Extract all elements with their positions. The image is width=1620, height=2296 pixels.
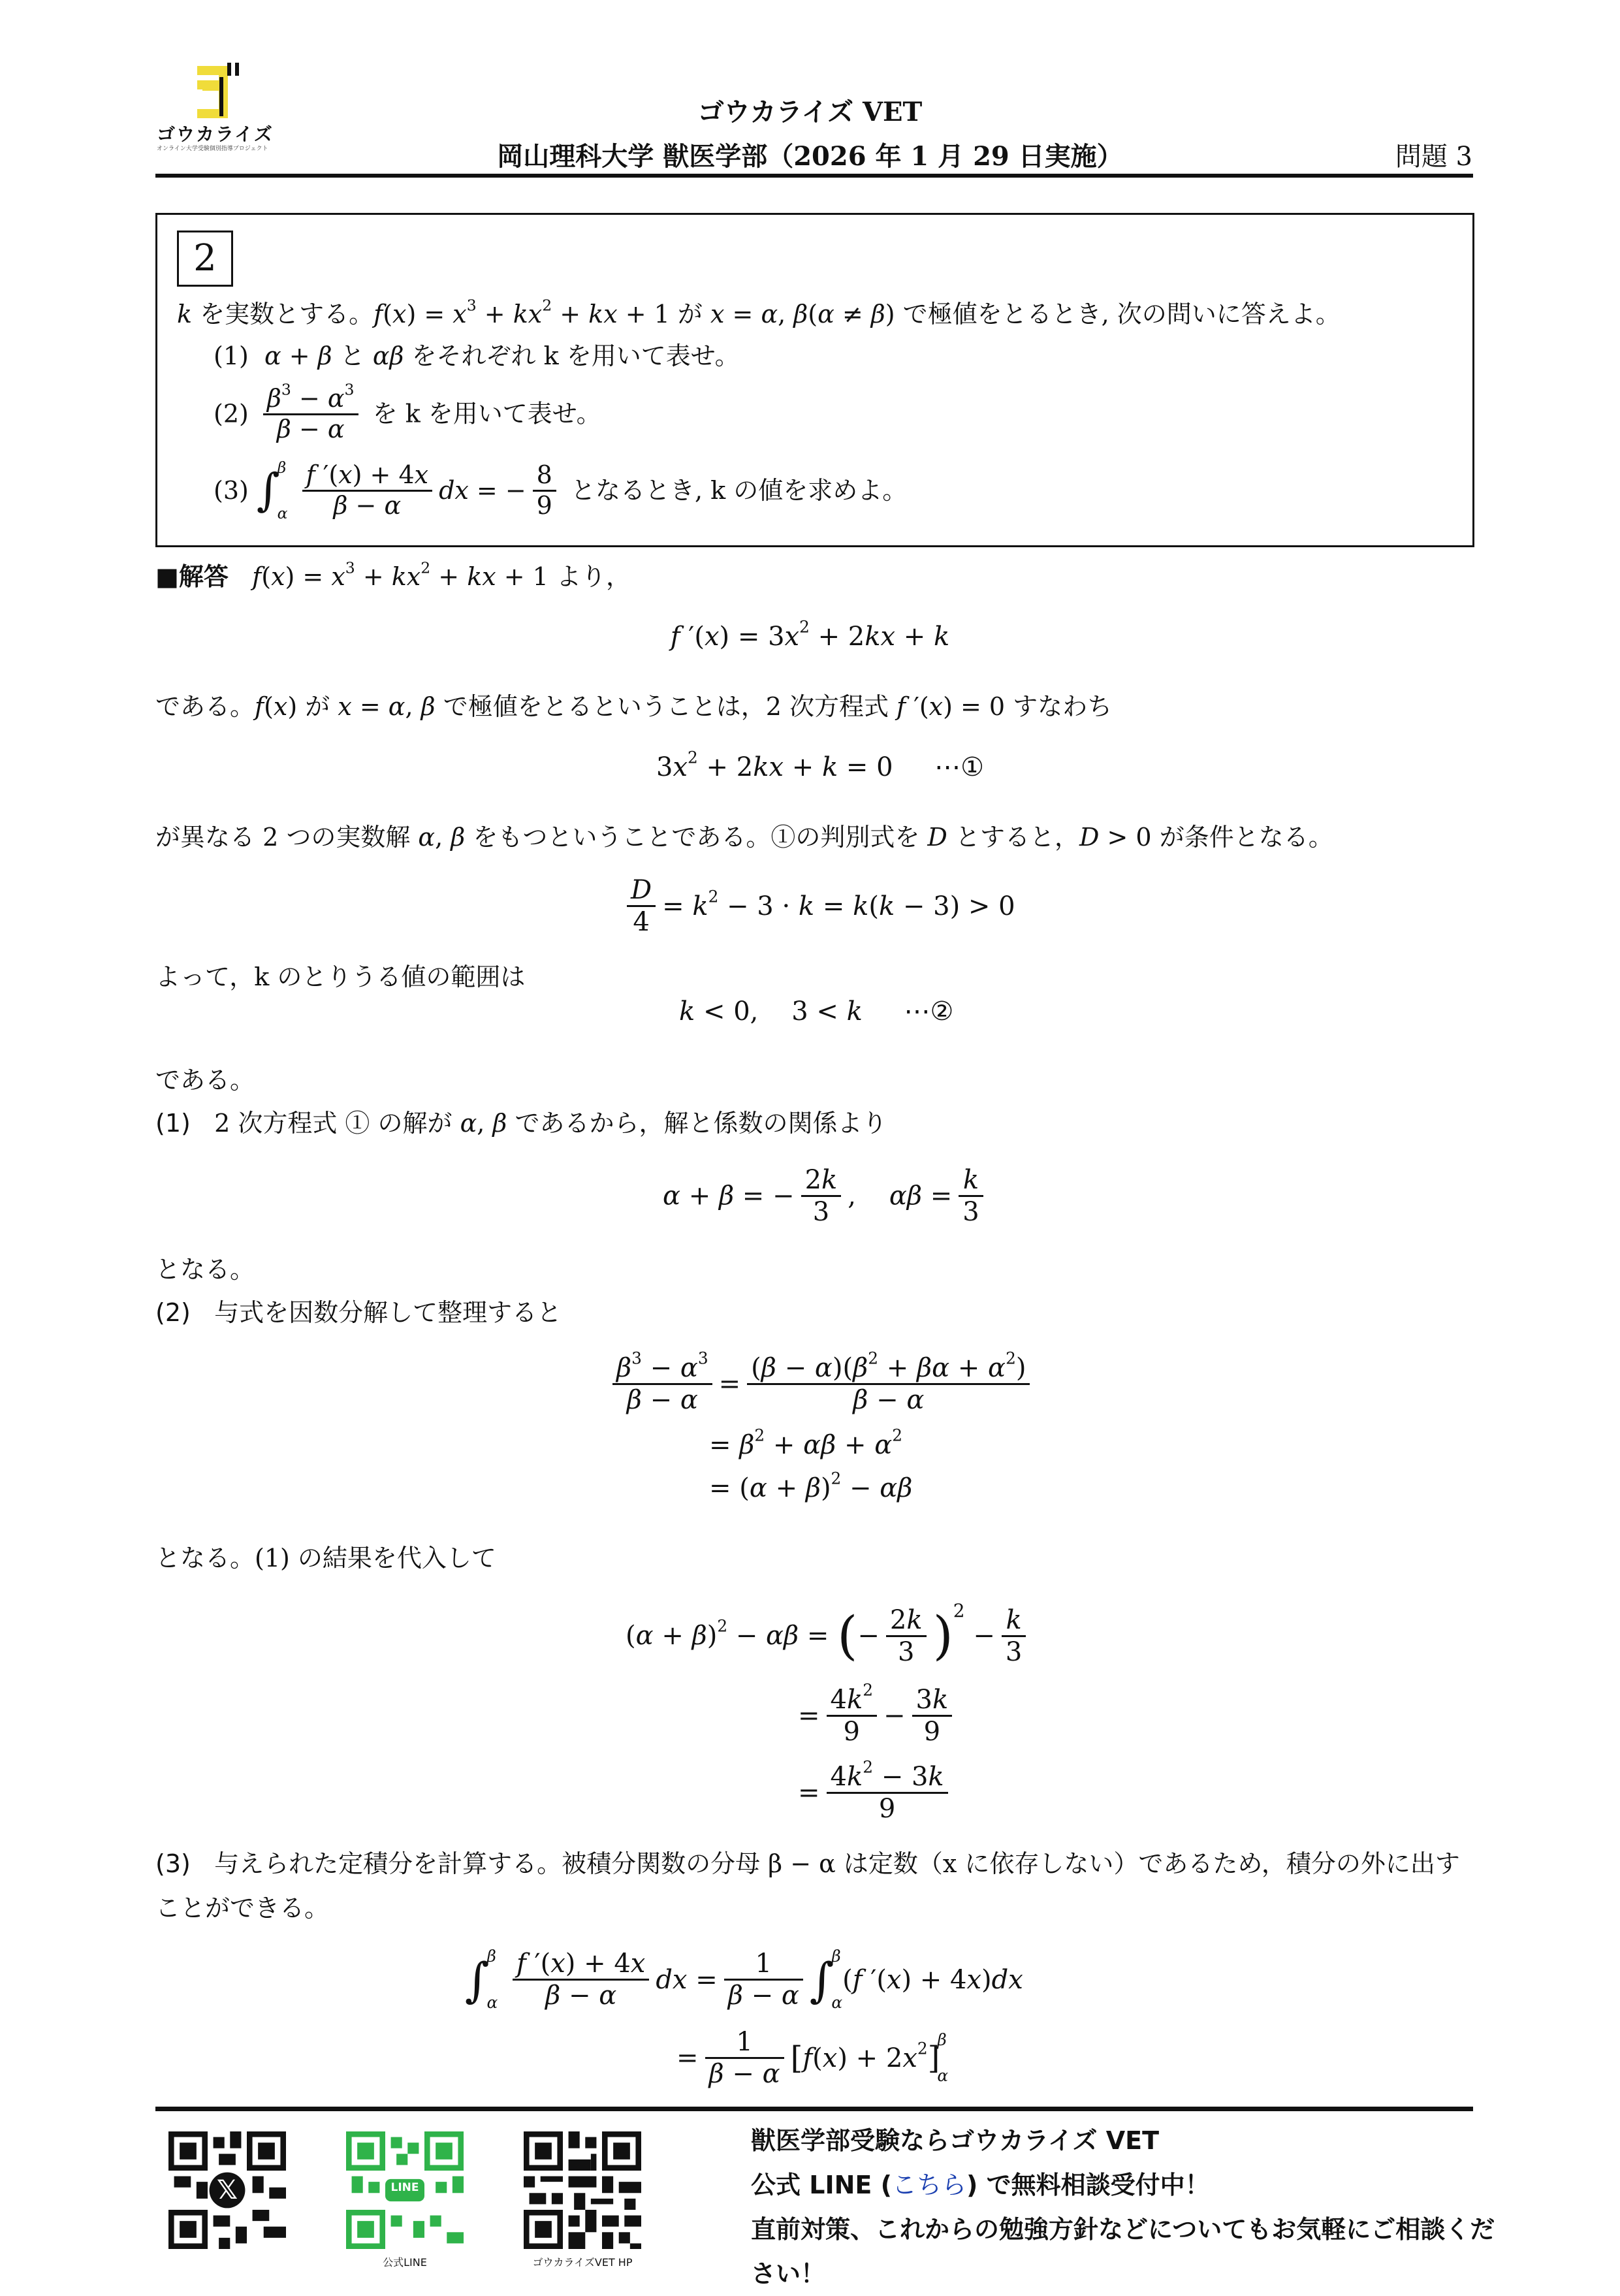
answer-intro: ■解答 $f(x) = x^3 + kx^2$ + kx + 1 より， <box>155 558 631 591</box>
marker-2: ⋯② <box>904 997 954 1027</box>
eq-range: k < 0, 3 < k ⋯② <box>679 997 954 1027</box>
q1-number: (1) <box>214 342 249 370</box>
eq-discriminant: $\frac{D}{4}$ = $k^2 - 3 \cdot k = k(k - 3) > 0$ <box>620 875 1015 937</box>
qr-hp-caption: ゴウカライズVET HP <box>532 2256 633 2269</box>
problem-box <box>155 213 1474 547</box>
ad-line-1: 獣医学部受験ならゴウカライズ VET <box>751 2126 1159 2155</box>
lead-text-3: で極値をとるとき, 次の問いに答えよ。 <box>895 300 1341 328</box>
eq-factor-2: = $\beta^2 + \alpha\beta + \alpha^2$ <box>709 1426 902 1460</box>
intro-tail: より， <box>548 562 631 591</box>
q3-text: となるとき, k の値を求めよ。 <box>570 475 908 505</box>
header-title: ゴウカライズ VET <box>697 97 923 127</box>
paragraph-2: が異なる 2 つの実数解 α, β をもつということである。①の判別式を D とすると，D > 0 が条件となる。 <box>155 823 1333 852</box>
qr-code-hp[interactable] <box>524 2131 641 2249</box>
eq-factor-1: $\frac{\beta^3 - \alpha^3}{\beta - \alpha}$ = $\frac{(\beta - \alpha)(\beta^2 + \beta\alpha + \alpha^2)}{\beta - \alpha}$ <box>606 1353 1036 1415</box>
lead-text-2: が <box>669 300 710 328</box>
problem-lead: k を実数とする。$f(x) = x^3 + kx^2$ + kx + 1 が x = α, β(α ≠ β) で極値をとるとき, 次の問いに答えよ。 <box>177 296 1341 328</box>
footer-rule <box>155 2107 1473 2111</box>
section-2-end: となる。(1) の結果を代入して <box>155 1544 496 1572</box>
ad-line-4: さい！ <box>751 2259 826 2288</box>
ad-line-3: 直前対策、これからの勉強方針などについてもお気軽にご相談くだ <box>751 2215 1495 2244</box>
q3-number: (3) <box>214 475 249 505</box>
eq-substitute-1: $(\alpha + \beta)^2 - \alpha\beta$ = (− $\frac{2k}{3}$ )$^2$ − $\frac{k}{3}$ <box>626 1600 1032 1667</box>
answer-label: ■解答 <box>155 562 229 591</box>
eq-substitute-3: = $\frac{4k^2 - 3k}{9}$ <box>798 1762 955 1824</box>
q1-text: をそれぞれ k を用いて表せ。 <box>404 342 740 370</box>
qr-code-x[interactable] <box>168 2131 286 2249</box>
eq-derivative: f $'(x) = 3x^2 + 2kx + k$ <box>670 617 950 652</box>
line-link[interactable]: こちら <box>891 2171 966 2199</box>
question-3: (3) ∫ β α $\frac{f '(x) + 4x}{\beta - \alpha}$ dx = − $\frac{8}{9}$ となるとき, k の値を求めよ。 <box>214 458 908 522</box>
problem-label: 問題 3 <box>1395 142 1472 172</box>
eq-quadratic: $3x^2 + 2kx + k = 0$ ⋯① <box>656 748 985 782</box>
section-1-intro: (1) 2 次方程式 ① の解が α, β であるから，解と係数の関係より <box>155 1109 887 1138</box>
logo-text: ゴウカライズ <box>157 123 274 145</box>
eq-integral-2: = $\frac{1}{\beta - \alpha}$ $[f(x) + 2x^2]$ β α <box>676 2027 949 2089</box>
q2-number: (2) <box>214 399 249 428</box>
x-logo-icon: 𝕏 <box>216 2175 238 2205</box>
footer-ad <box>751 2118 1495 2296</box>
qr-line-caption: 公式LINE <box>383 2256 427 2269</box>
section-1-end: となる。 <box>155 1255 255 1284</box>
q2-text: を k を用いて表せ。 <box>372 399 601 428</box>
eq-vieta: α + β = − $\frac{2k}{3}$ , αβ = $\frac{k}{3}$ <box>663 1165 990 1227</box>
problem-number: 2 <box>177 231 233 287</box>
eq-integral-1: ∫ β α $\frac{f '(x) + 4x}{\beta - \alpha}$ dx = $\frac{1}{\beta - \alpha}$ ∫ β α (f ′(x) + 4x)dx <box>465 1947 1023 2012</box>
section-3-intro: (3) 与えられた定積分を計算する。被積分関数の分母 β − α は定数（x に依存しない）であるため，積分の外に出す <box>155 1849 1460 1878</box>
paragraph-4: である。 <box>155 1066 255 1094</box>
qr-code-line[interactable] <box>346 2131 464 2249</box>
paragraph-1: である。f(x) が x = α, β で極値をとるということは，2 次方程式 f ′(x) = 0 すなわち <box>155 692 1113 721</box>
line-logo-icon: LINE <box>390 2181 419 2194</box>
q2-fraction: $\frac{\beta^3 - \alpha^3}{\beta - \alpha}$ <box>263 385 358 443</box>
marker-1: ⋯① <box>934 752 985 782</box>
section-2-intro: (2) 与式を因数分解して整理すると <box>155 1298 562 1327</box>
question-2 <box>214 380 601 443</box>
header-rule <box>155 174 1473 178</box>
question-1: (1) α + β と αβ をそれぞれ k を用いて表せ。 <box>214 342 740 370</box>
paragraph-3: よって，k のとりうる値の範囲は <box>155 963 526 991</box>
section-3-intro-cont: ことができる。 <box>155 1894 330 1922</box>
ad-line-2: 公式 LINE (こちら) で無料相談受付中！ <box>751 2171 1210 2199</box>
eq-factor-3: = $(\alpha + \beta)^2 - \alpha\beta$ <box>709 1469 913 1503</box>
logo-subtext: オンライン大学受験個別指導プロジェクト <box>157 146 268 152</box>
lead-text: を実数とする。 <box>192 300 374 328</box>
eq-substitute-2: = $\frac{4k^2}{9}$ − $\frac{3k}{9}$ <box>798 1685 959 1747</box>
header-subtitle: 岡山理科大学 獣医学部（2026 年 1 月 29 日実施） <box>497 141 1123 172</box>
var-k: k <box>177 300 193 328</box>
